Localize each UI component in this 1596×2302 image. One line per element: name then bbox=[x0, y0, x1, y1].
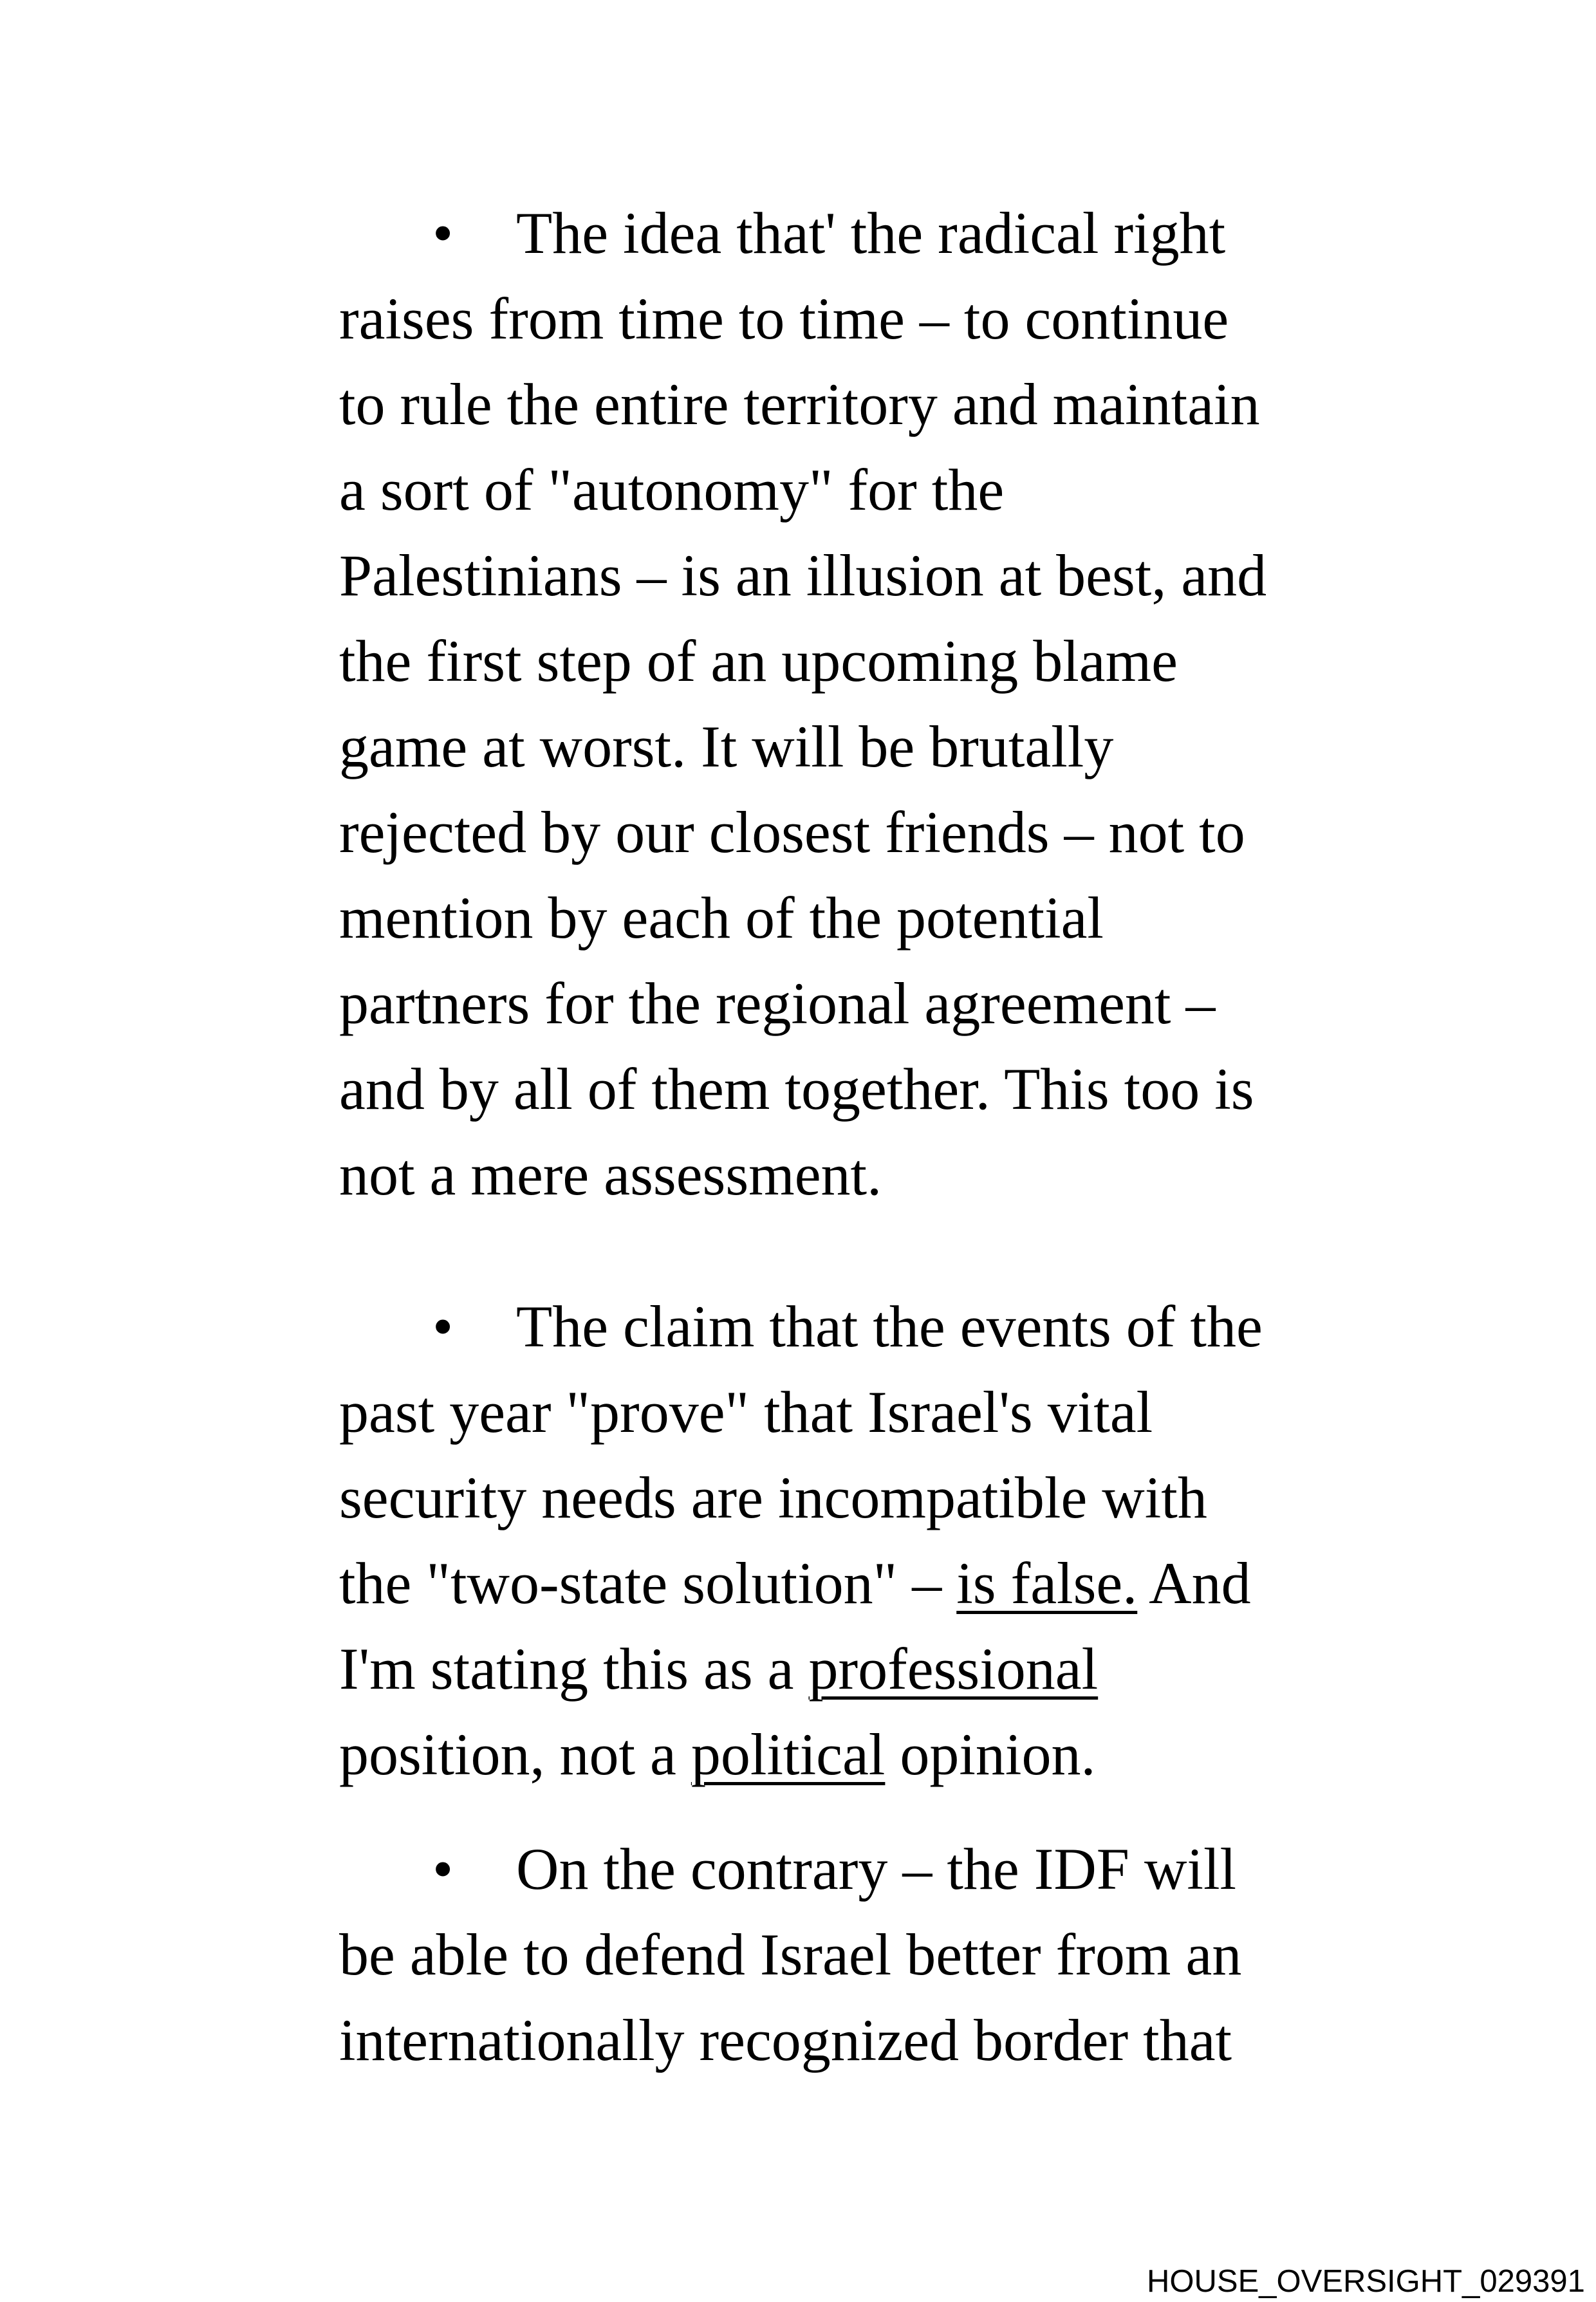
line-text: I'm stating this as a bbox=[339, 1636, 809, 1702]
text-line: the first step of an upcoming blame bbox=[339, 628, 1178, 694]
line-text: position, not a bbox=[339, 1722, 691, 1787]
bullet-icon: • bbox=[432, 200, 454, 266]
underlined-text-political: political bbox=[691, 1722, 886, 1787]
text-line: rejected by our closest friends – not to bbox=[339, 799, 1245, 865]
text-line: raises from time to time – to continue bbox=[339, 286, 1229, 351]
line-text: The idea that' the radical right bbox=[516, 200, 1226, 266]
bullet-icon: • bbox=[432, 1836, 454, 1902]
paragraph-idf-defense bbox=[339, 1826, 1369, 2083]
text-line: and by all of them together. This too is bbox=[339, 1056, 1254, 1122]
text-line: to rule the entire territory and maintain bbox=[339, 371, 1260, 437]
text-line: mention by each of the potential bbox=[339, 885, 1104, 951]
text-line bbox=[339, 1626, 1369, 1712]
bullet-icon: • bbox=[432, 1294, 454, 1359]
text-line: not a mere assessment. bbox=[339, 1142, 882, 1207]
paragraph-radical-right-idea bbox=[339, 190, 1369, 1218]
line-text: On the contrary – the IDF will bbox=[516, 1836, 1237, 1902]
line-text: the "two-state solution" – bbox=[339, 1550, 957, 1616]
paragraph-two-state-claim bbox=[339, 1284, 1369, 1797]
text-line: be able to defend Israel better from an bbox=[339, 1922, 1242, 1987]
text-line: partners for the regional agreement – bbox=[339, 970, 1216, 1036]
line-text: And bbox=[1137, 1550, 1251, 1616]
underlined-text-professional: professional bbox=[808, 1636, 1099, 1702]
text-line bbox=[339, 1826, 1369, 1912]
text-line bbox=[339, 1541, 1369, 1626]
text-line bbox=[339, 190, 1369, 276]
text-line bbox=[339, 1712, 1369, 1797]
text-line bbox=[339, 1284, 1369, 1369]
text-line: internationally recognized border that bbox=[339, 2007, 1232, 2073]
text-line: past year "prove" that Israel's vital bbox=[339, 1379, 1153, 1445]
text-line: Palestinians – is an illusion at best, and bbox=[339, 543, 1267, 608]
line-text: opinion. bbox=[885, 1722, 1096, 1787]
underlined-text-is-false: is false. bbox=[956, 1550, 1138, 1616]
line-text: The claim that the events of the bbox=[516, 1294, 1263, 1359]
text-line: a sort of "autonomy" for the bbox=[339, 457, 1005, 523]
bates-number: HOUSE_OVERSIGHT_029391 bbox=[1147, 2264, 1585, 2299]
text-line: security needs are incompatible with bbox=[339, 1465, 1207, 1530]
text-line: game at worst. It will be brutally bbox=[339, 714, 1114, 779]
